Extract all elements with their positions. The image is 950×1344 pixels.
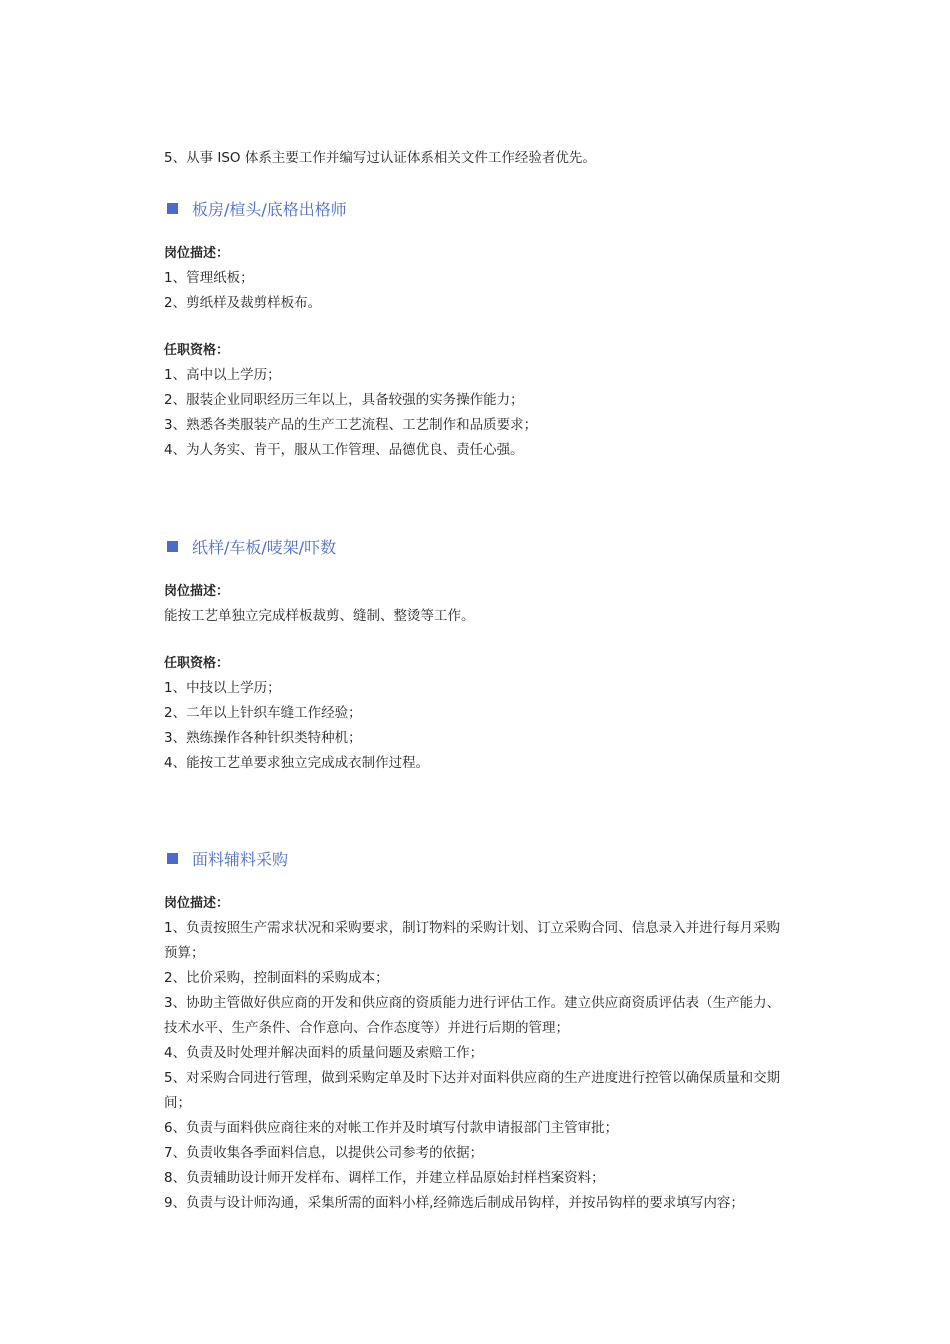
section-title-3 [164,844,784,872]
req-line: 4、为人务实、肯干，服从工作管理、品德优良、责任心强。 [164,442,524,458]
square-bullet-icon [167,853,178,864]
desc-line: 2、比价采购，控制面料的采购成本； [164,970,389,986]
desc-label: 岗位描述： [164,246,230,261]
req-line: 1、中技以上学历； [164,680,281,696]
req-line: 2、服装企业同职经历三年以上，具备较强的实务操作能力； [164,392,524,408]
desc-line: 2、剪纸样及裁剪样板布。 [164,295,322,311]
document-page [164,146,784,1216]
desc-line: 7、负责收集各季面料信息，以提供公司参考的依据； [164,1145,484,1161]
desc-line: 8、负责辅助设计师开发样布、调样工作，并建立样品原始封样档案资料； [164,1170,605,1186]
desc-label: 岗位描述： [164,896,230,911]
desc-line: 1、负责按照生产需求状况和采购要求，制订物料的采购计划、订立采购合同、信息录入并进行每月采购预算； [164,920,781,961]
req-line: 3、熟练操作各种针织类特种机； [164,730,362,746]
req-label: 任职资格： [164,343,230,358]
req-line: 4、能按工艺单要求独立完成成衣制作过程。 [164,755,430,771]
req-label: 任职资格： [164,656,230,671]
req-line: 2、二年以上针织车缝工作经验； [164,705,362,721]
section-title-2 [164,532,784,560]
desc-label: 岗位描述： [164,584,230,599]
desc-line: 1、管理纸板； [164,270,254,286]
square-bullet-icon [167,203,178,214]
desc-line: 能按工艺单独立完成样板裁剪、缝制、整烫等工作。 [164,608,475,624]
desc-line: 4、负责及时处理并解决面料的质量问题及索赔工作； [164,1045,484,1061]
intro-item: 5、从事 ISO 体系主要工作并编写过认证体系相关文件工作经验者优先。 [164,150,596,166]
desc-line: 5、对采购合同进行管理，做到采购定单及时下达并对面料供应商的生产进度进行控管以确保质量和交期间； [164,1070,781,1111]
section-title-text: 板房/楦头/底格出格师 [192,199,347,219]
section-title-text: 面料辅料采购 [192,849,289,869]
desc-line: 3、协助主管做好供应商的开发和供应商的资质能力进行评估工作。建立供应商资质评估表（生产能力、技术水平、生产条件、合作意向、合作态度等）并进行后期的管理； [164,995,781,1036]
square-bullet-icon [167,541,178,552]
req-line: 3、熟悉各类服装产品的生产工艺流程、工艺制作和品质要求； [164,417,538,433]
desc-line: 9、负责与设计师沟通，采集所需的面料小样,经筛选后制成吊钩样，并按吊钩样的要求填写内容； [164,1195,744,1211]
desc-line: 6、负责与面料供应商往来的对帐工作并及时填写付款申请报部门主管审批； [164,1120,619,1136]
section-title-1 [164,194,784,222]
req-line: 1、高中以上学历； [164,367,281,383]
section-title-text: 纸样/车板/唛架/吓数 [192,537,337,557]
